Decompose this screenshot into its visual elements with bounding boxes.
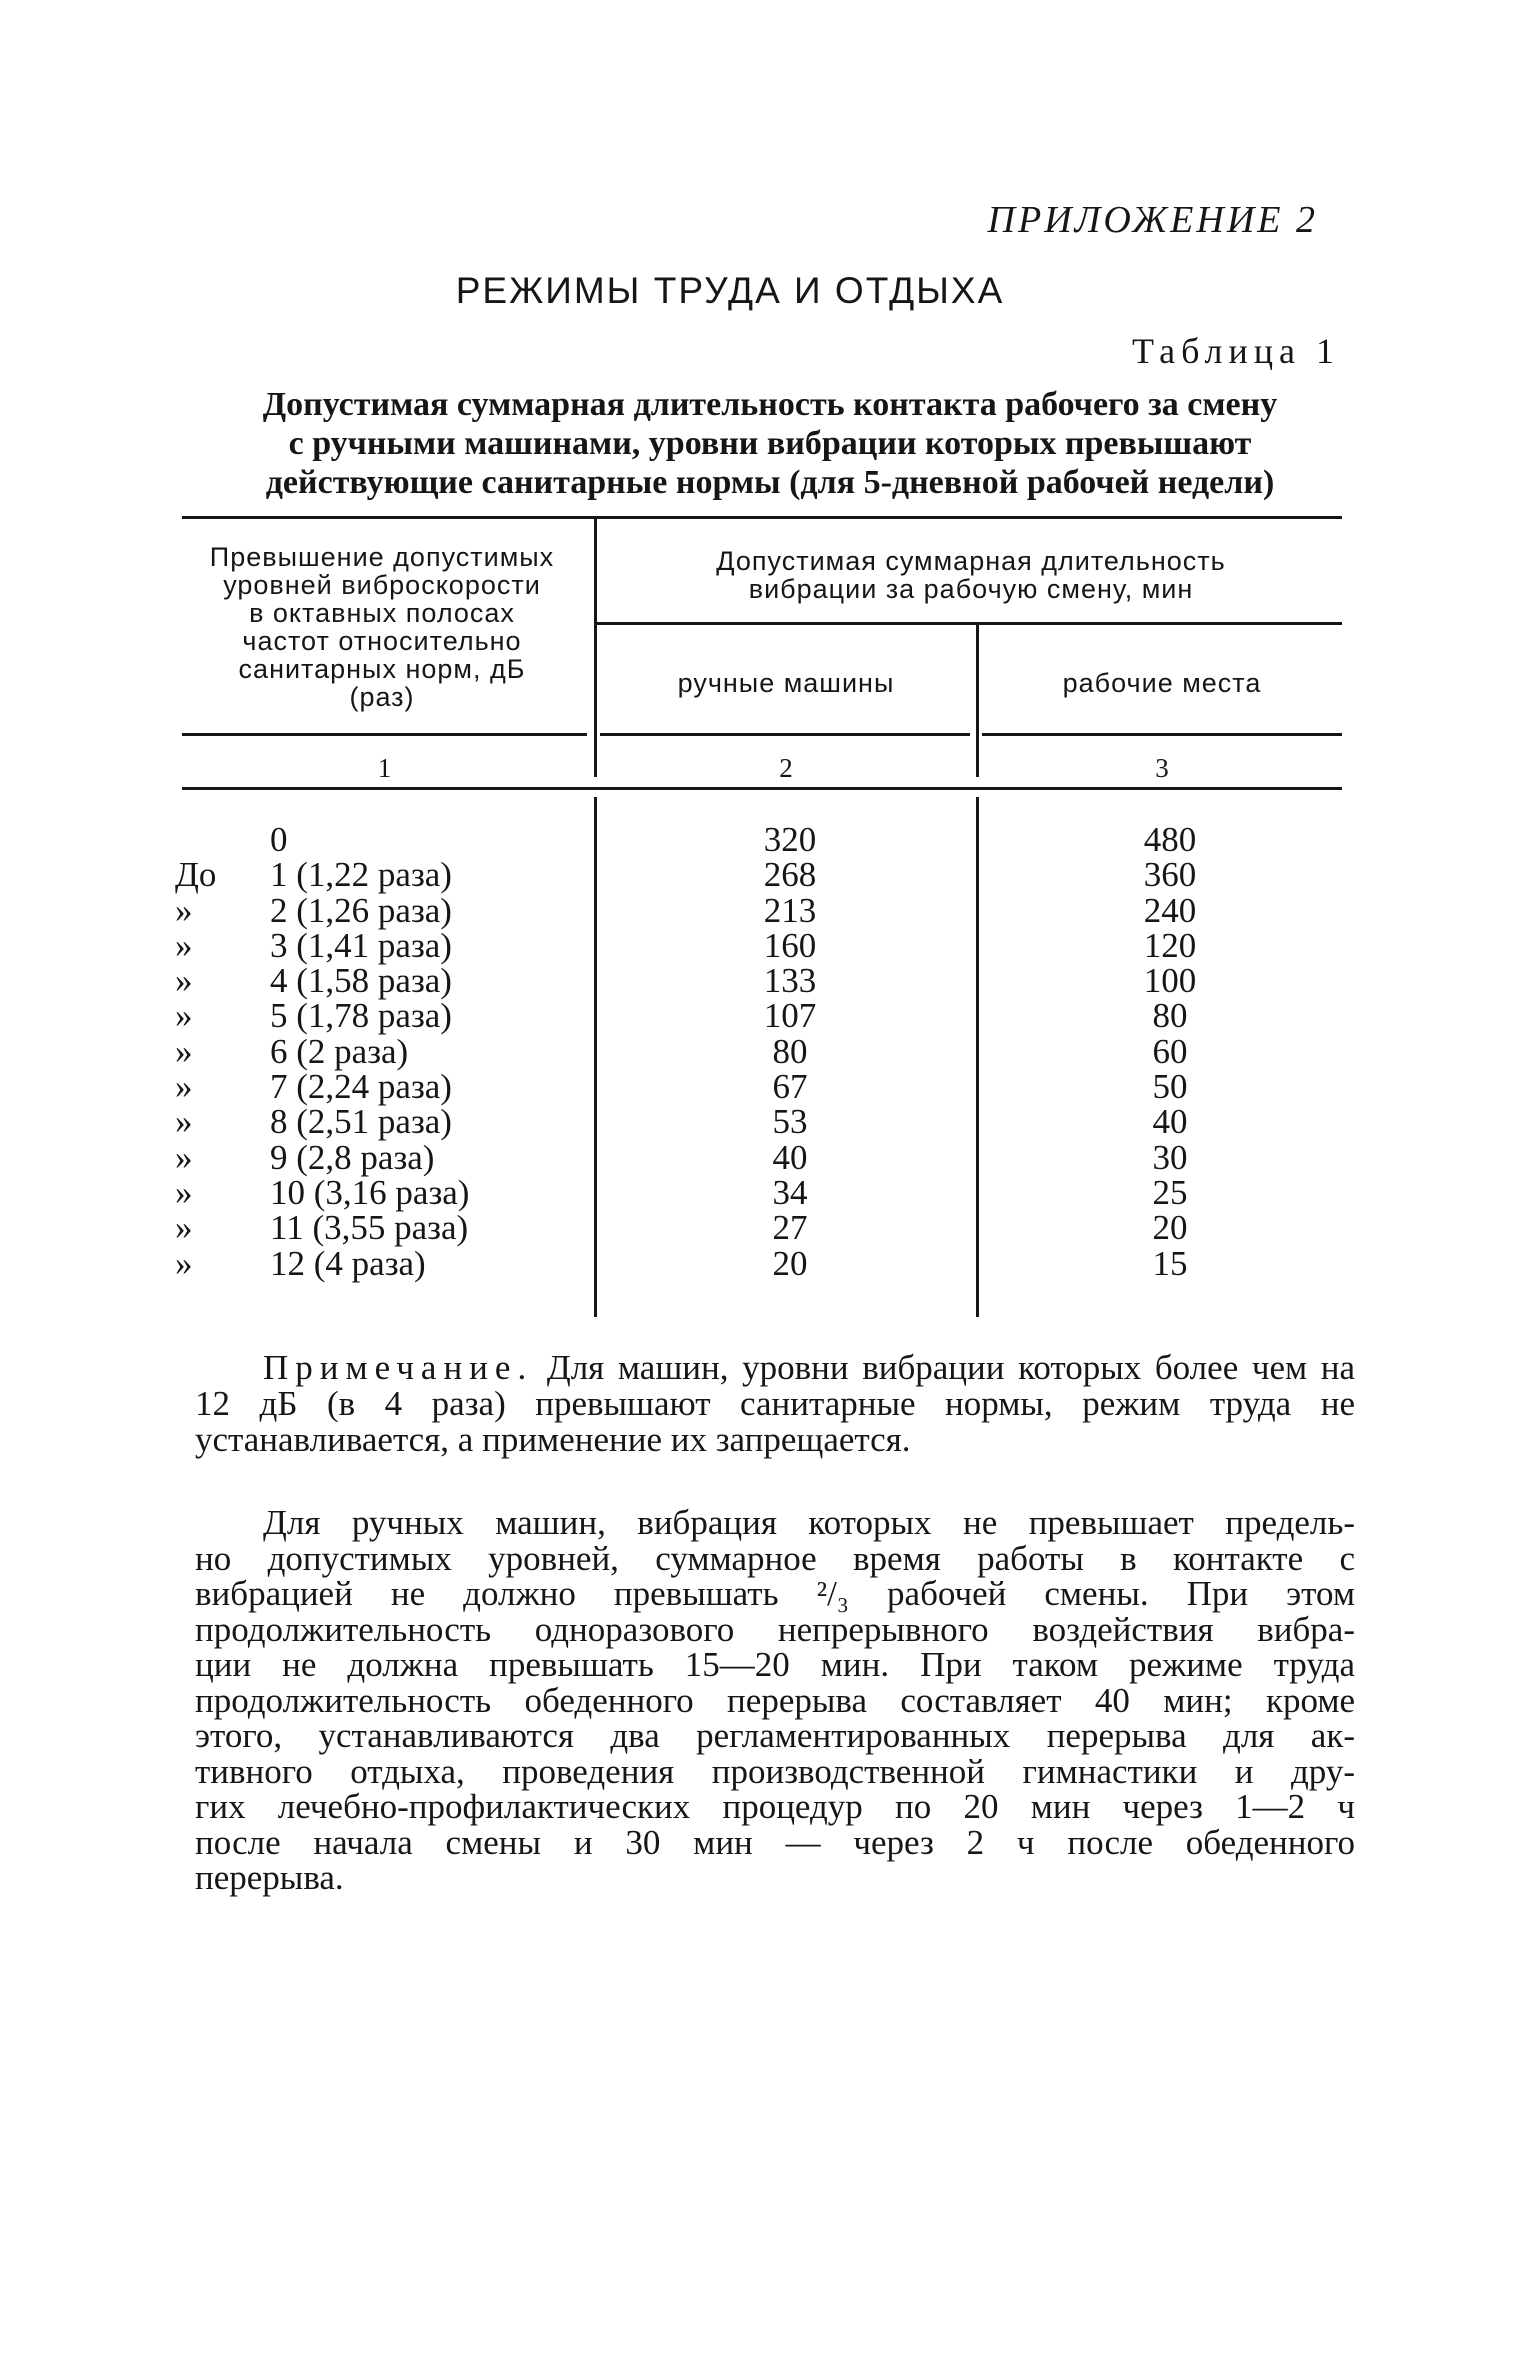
row-prefix: »: [175, 890, 193, 930]
header-group: [600, 547, 1342, 603]
workplaces-cell: 120: [1143, 925, 1197, 965]
hand-machines-cell: 34: [772, 1172, 808, 1212]
workplaces-cell: 15: [1152, 1243, 1188, 1283]
header-bottom-rule: [982, 733, 1342, 736]
row-excess: 9 (2,8 раза): [270, 1137, 435, 1177]
workplaces-cell: 30: [1152, 1137, 1188, 1177]
excess-cell: [175, 1243, 595, 1283]
hand-machines-cell: 67: [772, 1067, 808, 1107]
header-col3: рабочие места: [1062, 668, 1262, 698]
header-col1-line: Превышение допустимых: [209, 542, 555, 572]
hand-machines-cell: 20: [772, 1243, 808, 1283]
workplaces-cell: 80: [1152, 996, 1188, 1036]
paragraph-line: этого, устанавливаются два регламентированных перерыва для ак-: [195, 1716, 1355, 1755]
row-excess: 2 (1,26 раза): [270, 890, 452, 930]
paragraph-line: продолжительность одноразового непрерывного воздействия вибра-: [195, 1609, 1355, 1649]
header-bottom-rule: [600, 733, 970, 736]
row-excess: 3 (1,41 раза): [270, 925, 452, 965]
table-caption-line: с ручными машинами, уровни вибрации которых превышают: [288, 425, 1252, 462]
row-excess: 1 (1,22 раза): [270, 855, 452, 895]
header-col1-line: в октавных полосах: [249, 598, 515, 628]
row-prefix: »: [175, 1172, 193, 1212]
hand-machines-cell: 107: [763, 996, 817, 1036]
table-top-rule: [182, 516, 1342, 519]
excess-cell: [175, 855, 595, 895]
group-header-rule: [597, 622, 1342, 625]
header-col1-line: частот относительно: [242, 626, 522, 656]
hand-machines-cell: 213: [763, 890, 817, 930]
row-prefix: До: [175, 855, 217, 895]
excess-cell: [175, 822, 595, 857]
paragraph-line: после начала смены и 30 мин — через 2 ч после обеденного: [195, 1822, 1355, 1862]
workplaces-cell: 40: [1152, 1102, 1188, 1142]
table-caption: [200, 385, 1340, 502]
workplaces-column: [1070, 822, 1270, 1281]
note-text: Для машин, уровни вибрации которых более чем на 12 дБ (в 4 раза) превышают санитарные нормы, режим труда не устанавливается, а применение их запрещается.: [195, 1348, 1356, 1459]
excess-cell: [175, 1067, 595, 1107]
body-divider-2: [976, 797, 979, 1317]
header-group-line: вибрации за рабочую смену, мин: [748, 574, 1194, 604]
workplaces-cell: 60: [1152, 1031, 1188, 1071]
excess-cell: [175, 1208, 595, 1248]
excess-column: [175, 822, 595, 1281]
excess-cell: [175, 1172, 595, 1212]
workplaces-cell: 360: [1143, 855, 1197, 895]
workplaces-cell: 100: [1143, 961, 1197, 1001]
page-title: РЕЖИМЫ ТРУДА И ОТДЫХА: [455, 270, 1005, 311]
paragraph-line: Для ручных машин, вибрация которых не превышает предель-: [263, 1503, 1355, 1542]
table-caption-line: Допустимая суммарная длительность контакта рабочего за смену: [262, 386, 1278, 423]
excess-cell: [175, 1031, 595, 1071]
row-excess: 8 (2,51 раза): [270, 1102, 452, 1142]
workplaces-cell: 20: [1152, 1208, 1188, 1248]
column-number-2: 2: [779, 753, 793, 783]
paragraph-line: тивного отдыха, проведения производственной гимнастики и дру-: [195, 1751, 1355, 1791]
table-divider-2: [976, 625, 979, 777]
row-prefix: »: [175, 961, 193, 1001]
row-excess: 4 (1,58 раза): [270, 961, 452, 1001]
row-prefix: »: [175, 925, 193, 965]
hand-machines-cell: 53: [772, 1102, 808, 1142]
row-prefix: »: [175, 1102, 193, 1142]
excess-cell: [175, 890, 595, 930]
row-excess: 6 (2 раза): [270, 1031, 409, 1071]
row-excess: 11 (3,55 раза): [270, 1208, 469, 1248]
excess-cell: [175, 961, 595, 1001]
row-excess: 10 (3,16 раза): [270, 1172, 470, 1212]
paragraph-line: но допустимых уровней, суммарное время работы в контакте с: [195, 1538, 1355, 1578]
row-prefix: »: [175, 996, 193, 1036]
paragraph-line: гих лечебно-профилактических процедур по 20 мин через 1—2 ч: [195, 1787, 1355, 1826]
row-prefix: »: [175, 1137, 193, 1177]
body-paragraph: [195, 1505, 1355, 1896]
hand-machines-cell: 268: [763, 855, 817, 895]
header-group-line: Допустимая суммарная длительность: [716, 546, 1226, 576]
workplaces-cell: 50: [1152, 1067, 1188, 1107]
paragraph-line: продолжительность обеденного перерыва составляет 40 мин; кроме: [195, 1680, 1355, 1720]
paragraph-line: перерыва.: [195, 1858, 344, 1897]
header-col1: [182, 543, 582, 711]
paragraph-line: ции не должна превышать 15—20 мин. При таком режиме труда: [195, 1645, 1355, 1684]
header-col1-line: санитарных норм, дБ: [238, 654, 526, 684]
hand-machines-cell: 27: [772, 1208, 808, 1248]
excess-cell: [175, 1102, 595, 1142]
table-note: [195, 1350, 1355, 1458]
column-number-rule: [182, 787, 1342, 790]
hand-machines-cell: 320: [763, 820, 817, 859]
row-prefix: »: [175, 1031, 193, 1071]
excess-cell: [175, 925, 595, 965]
excess-cell: [175, 996, 595, 1036]
hand-machines-cell: 40: [772, 1137, 808, 1177]
header-col1-line: уровней виброскорости: [223, 570, 541, 600]
excess-cell: [175, 1137, 595, 1177]
hand-machines-cell: 160: [763, 925, 817, 965]
row-prefix: »: [175, 1067, 193, 1107]
row-excess: 7 (2,24 раза): [270, 1067, 452, 1107]
workplaces-cell: 480: [1143, 820, 1197, 859]
table-caption-line: действующие санитарные нормы (для 5-дневной рабочей недели): [265, 464, 1275, 501]
row-excess: 0: [270, 820, 288, 859]
row-excess: 5 (1,78 раза): [270, 996, 452, 1036]
row-excess: 12 (4 раза): [270, 1243, 426, 1283]
header-col2: ручные машины: [677, 668, 895, 698]
hand-machines-cell: 133: [763, 961, 817, 1001]
note-lead: Примечание.: [263, 1348, 534, 1387]
hand-machines-column: [690, 822, 890, 1281]
table-divider-1: [594, 519, 597, 777]
column-number-3: 3: [1155, 753, 1169, 783]
column-number-1: 1: [377, 753, 392, 783]
hand-machines-cell: 80: [772, 1031, 808, 1071]
workplaces-cell: 240: [1143, 890, 1197, 930]
workplaces-cell: 25: [1152, 1172, 1188, 1212]
paragraph-line: вибрацией не должно превышать ²/₃ рабочей смены. При этом: [195, 1574, 1355, 1613]
row-prefix: »: [175, 1243, 193, 1283]
appendix-label: ПРИЛОЖЕНИЕ 2: [987, 199, 1318, 241]
row-prefix: »: [175, 1208, 193, 1248]
table-number: Таблица 1: [1132, 331, 1340, 371]
header-col1-line: (раз): [349, 682, 415, 712]
header-bottom-rule: [182, 733, 587, 736]
